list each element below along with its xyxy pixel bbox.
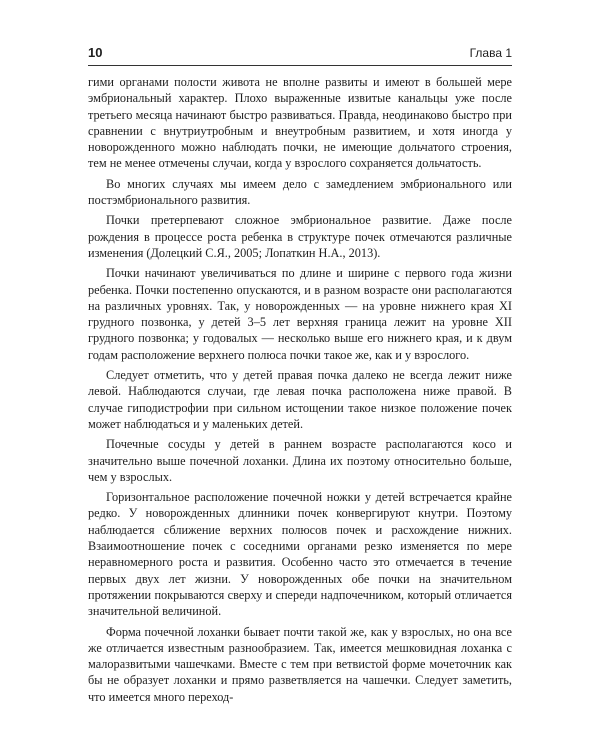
paragraph: Следует отметить, что у детей правая почка далеко не всегда лежит ниже левой. Наблюдаются случаи, где левая почка расположена ниже правой. В случае гиподистрофии при сильном истощении такое низкое положение почек может наблюдаться и у маленьких детей. bbox=[88, 368, 512, 431]
paragraph: гими органами полости живота не вполне развиты и имеют в большей мере эмбриональный характер. Плохо выраженные извитые канальцы уже после третьего месяца начинают быстро развиваться. Правда, неодинаково быстро при сравнении с внутриутробным и внеутробным развитием, и хотя иногда у новорожденного можно наблюдать почки, не имеющие дольчатого строения, тем не менее отмечены случаи, когда у взрослого сохраняется дольчатость. bbox=[88, 75, 512, 171]
page-header bbox=[88, 46, 512, 66]
body-text bbox=[88, 74, 512, 705]
page-number: 10 bbox=[88, 45, 103, 60]
paragraph: Почечные сосуды у детей в раннем возрасте располагаются косо и значительно выше почечной лоханки. Длина их поэтому относительно больше, чем у взрослых. bbox=[88, 437, 512, 484]
chapter-running-head: Глава 1 bbox=[469, 46, 512, 60]
paragraph: Почки претерпевают сложное эмбриональное развитие. Даже после рождения в процессе роста ребенка в структуре почек отмечаются различные изменения (Долецкий С.Я., 2005; Лопаткин Н.А., 2013). bbox=[88, 213, 512, 260]
paragraph: Во многих случаях мы имеем дело с замедлением эмбрионального или постэмбрионального развития. bbox=[88, 176, 512, 208]
paragraph: Форма почечной лоханки бывает почти такой же, как у взрослых, но она все же отличается известным разнообразием. Так, имеется мешковидная лоханка с малоразвитыми чашечками. Вместе с тем при ветвистой форме мочеточник как бы не образует лоханки и прямо разветвляется на чашечки. Следует заметить, что имеется много переход- bbox=[88, 624, 512, 704]
paragraph: Почки начинают увеличиваться по длине и ширине с первого года жизни ребенка. Почки постепенно опускаются, и в разном возрасте они располагаются на различных уровнях. Так, у новорожденных — на уровне нижнего края XI грудного позвонка, у детей 3–5 лет верхняя граница лежит на уровне XII грудного позвонка; у годовалых — несколько выше его нижнего края, и к двум годам расположение верхнего полюса почки такое же, как и у взрослого. bbox=[88, 266, 512, 362]
paragraph: Горизонтальное расположение почечной ножки у детей встречается крайне редко. У новорожденных длинники почек конвергируют кнутри. Поэтому наблюдается сближение верхних полюсов почек и расхождение нижних. Взаимоотношение почек с соседними органами резко изменяется по мере неравномерного роста и развития. Особенно часто это отмечается в течение первых двух лет жизни. У новорожденных обе почки на значительном протяжении покрываются сверху и спереди надпочечником, который отличается значительной величиной. bbox=[88, 490, 512, 619]
